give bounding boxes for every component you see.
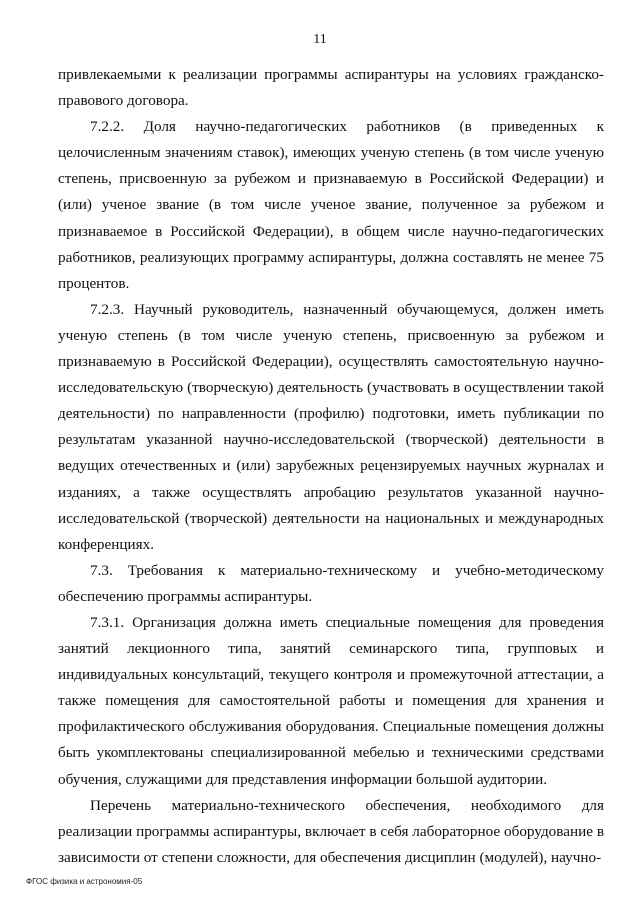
document-body xyxy=(58,62,604,871)
paragraph-7-2-2: 7.2.2. Доля научно-педагогических работников (в приведенных к целочисленным значениям ставок), имеющих ученую степень (в том числе ученую степень, присвоенную за рубежом и признаваемую в Российской Федерации) и (или) ученое звание (в том числе ученое звание, полученное за рубежом и признаваемое в Российской Федерации), в общем числе научно-педагогических работников, реализующих программу аспирантуры, должна составлять не менее 75 процентов. xyxy=(58,118,604,292)
paragraph-equipment-list: Перечень материально-технического обеспечения, необходимого для реализации программы аспирантуры, включает в себя лабораторное оборудование в зависимости от степени сложности, для обеспечения дисциплин (модулей), научно- xyxy=(58,796,604,866)
document-footer: ФГОС физика и астрономия-05 xyxy=(26,877,143,886)
paragraph-continuation: привлекаемыми к реализации программы аспирантуры на условиях гражданско-правового договора. xyxy=(58,66,604,110)
paragraph-7-2-3: 7.2.3. Научный руководитель, назначенный обучающемуся, должен иметь ученую степень (в том числе ученую степень, присвоенную за рубежом и признаваемую в Российской Федерации), осуществлять самостоятельную научно-исследовательскую (творческую) деятельность (участвовать в осуществлении такой деятельности) по направленности (профилю) подготовки, иметь публикации по результатам указанной научно-исследовательской (творческой) деятельности в ведущих отечественных и (или) зарубежных рецензируемых научных журналах и изданиях, а также осуществлять апробацию результатов указанной научно-исследовательской (творческой) деятельности на национальных и международных конференциях. xyxy=(58,300,604,553)
paragraph-7-3: 7.3. Требования к материально-техническому и учебно-методическому обеспечению программы аспирантуры. xyxy=(58,561,604,605)
paragraph-7-3-1: 7.3.1. Организация должна иметь специальные помещения для проведения занятий лекционного типа, занятий семинарского типа, групповых и индивидуальных консультаций, текущего контроля и промежуточной аттестации, а также помещения для самостоятельной работы и помещения для хранения и профилактического обслуживания оборудования. Специальные помещения должны быть укомплектованы специализированной мебелью и техническими средствами обучения, служащими для представления информации большой аудитории. xyxy=(58,613,604,788)
page-number: 11 xyxy=(313,32,327,47)
